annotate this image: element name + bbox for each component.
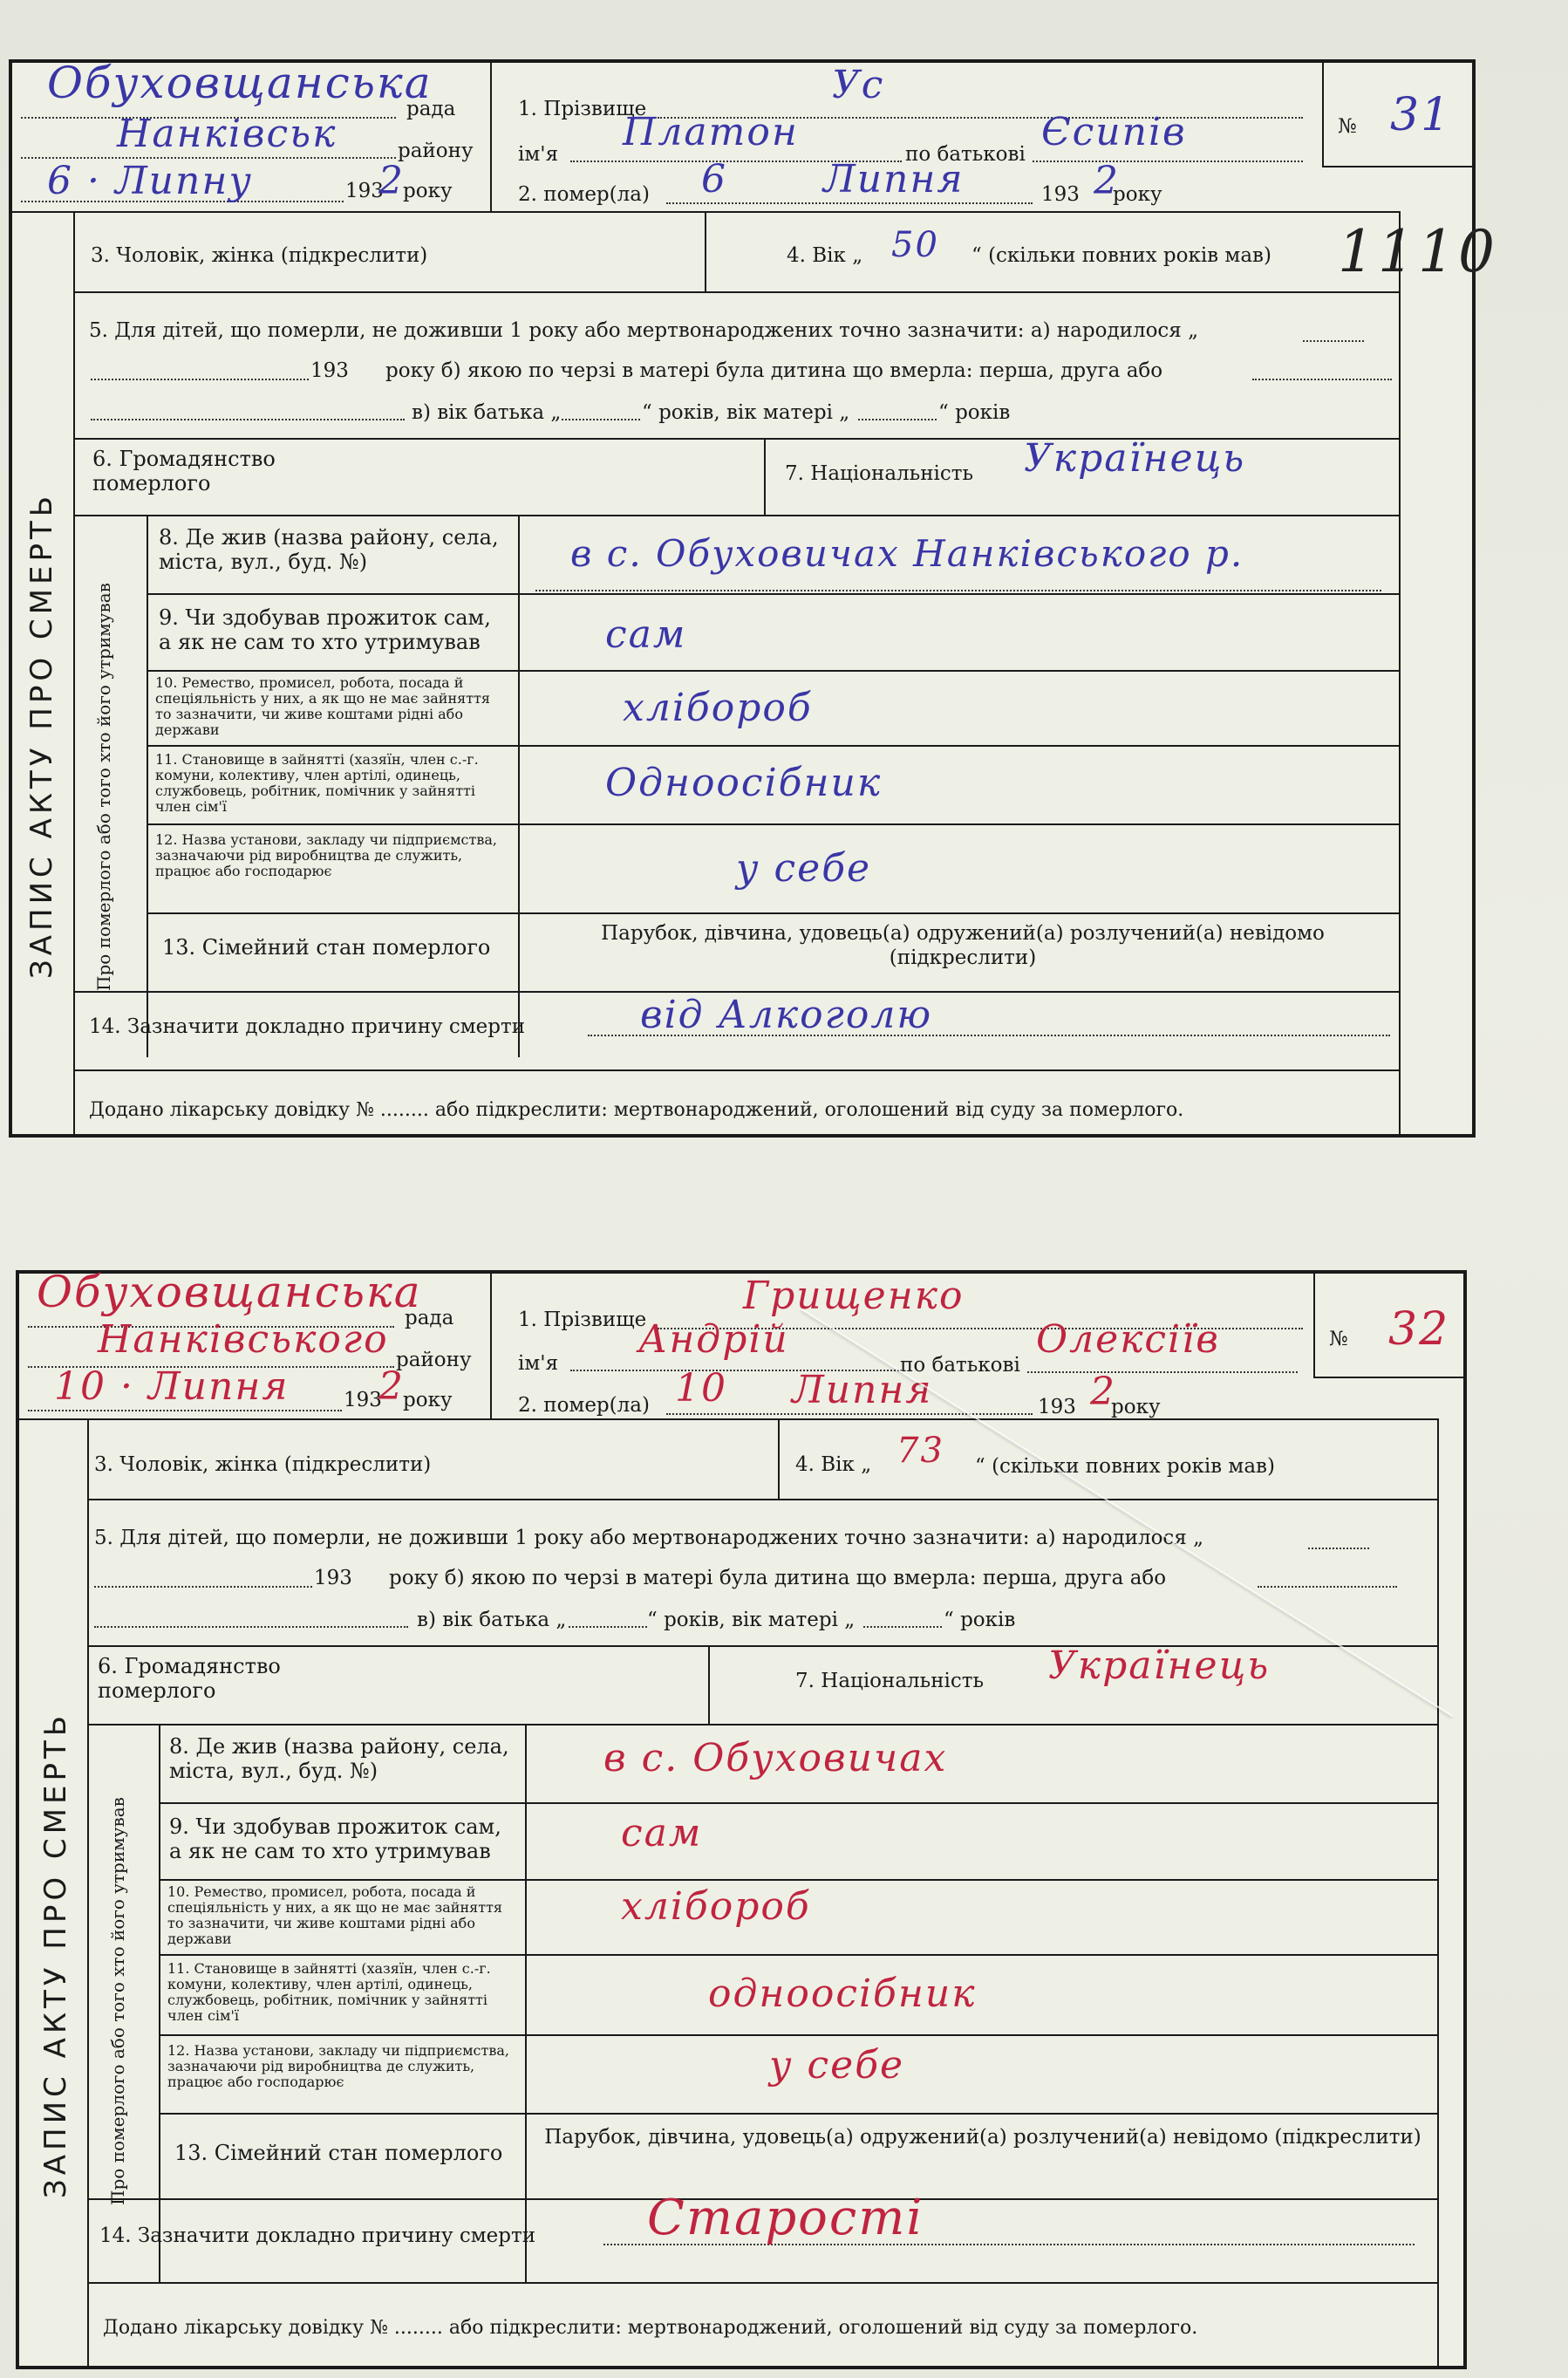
hw-nationality: Українець: [1048, 1643, 1271, 1688]
hw-provider: сам: [605, 612, 687, 657]
hw-workplace: у себе: [736, 846, 872, 891]
hw-died-day: 10: [675, 1366, 727, 1411]
hw-provider: сам: [621, 1811, 703, 1855]
field-8-label: 8. Де жив (назва району, села, міста, вул., буд. №): [169, 1734, 509, 1783]
field-5-line3b: “ років, вік матері „: [642, 401, 850, 424]
hw-name: Платон: [623, 110, 799, 154]
death-record-card-2: [16, 1267, 1467, 2369]
roku-label: року: [403, 1389, 453, 1411]
field-4-prefix: 4. Вік „: [787, 244, 863, 267]
hw-died-year-digit: 2: [1094, 159, 1120, 203]
field-14-label: 14. Зазначити докладно причину смерти: [99, 2224, 536, 2247]
field-13-options: Парубок, дівчина, удовець(а) одружений(а) розлучений(а) невідомо (підкреслити): [544, 2126, 1421, 2149]
hw-number: 31: [1390, 89, 1452, 141]
raion-label: району: [396, 1349, 472, 1371]
field-9-label: 9. Чи здобував прожиток сам, а як не сам то хто утримував: [159, 605, 491, 654]
hw-year-digit: 2: [378, 159, 405, 203]
field-11-label: 11. Становище в зайнятті (хазяїн, член с.-г. комуни, колективу, член артілі, одинець, службовець, робітник, помічник у зайнятті член сім'ї: [155, 751, 479, 815]
died-year-prefix: 193: [1038, 1396, 1076, 1418]
surname-label: 1. Прізвище: [518, 98, 647, 120]
field-13-options: Парубок, дівчина, удовець(а) одружений(а) розлучений(а) невідомо (підкреслити): [601, 922, 1325, 969]
field-8-label: 8. Де жив (назва району, села, міста, вул., буд. №): [159, 525, 499, 574]
surname-label: 1. Прізвище: [518, 1309, 647, 1331]
field-4-prefix: 4. Вік „: [795, 1453, 872, 1476]
field-13-label: 13. Сімейний стан померлого: [162, 935, 491, 960]
name-label: ім'я: [518, 143, 559, 166]
hw-cause: від Алкоголю: [640, 993, 933, 1037]
hw-margin-note: 1110: [1338, 218, 1498, 285]
hw-died-day: 6: [701, 157, 727, 202]
hw-age: 50: [891, 225, 939, 265]
hw-nationality: Українець: [1024, 436, 1246, 481]
side-subtitle: Про померлого або того хто його утримував: [93, 583, 114, 991]
hw-surname: Грищенко: [743, 1274, 965, 1318]
year-prefix: 193: [345, 180, 384, 202]
hw-status: одноосібник: [708, 1971, 977, 2016]
field-5-line2: року б) якою по черзі в матері була дитина що вмерла: перша, друга або: [385, 359, 1163, 382]
field-5-year: 193: [314, 1567, 352, 1589]
hw-surname: Ус: [832, 63, 885, 107]
field-5-line1: 5. Для дітей, що померли, не доживши 1 року або мертвонароджених точно зазначити: а) народилося „: [89, 319, 1199, 342]
hw-died-month: Липня: [823, 157, 965, 202]
hw-rada: Обуховщанська: [47, 58, 433, 108]
field-7-label: 7. Національність: [795, 1670, 985, 1692]
died-year-prefix: 193: [1041, 183, 1080, 206]
number-label: №: [1329, 1328, 1348, 1350]
hw-year-digit: 2: [378, 1364, 405, 1409]
number-label: №: [1338, 115, 1357, 138]
hw-died-month: Липня: [792, 1368, 933, 1412]
patronymic-label: по батькові: [905, 143, 1026, 166]
hw-raion: Нанківськ: [117, 112, 337, 156]
field-9-label: 9. Чи здобував прожиток сам, а як не сам то хто утримував: [169, 1814, 501, 1863]
died-label: 2. помер(ла): [518, 1394, 650, 1417]
field-14-label: 14. Зазначити докладно причину смерти: [89, 1015, 526, 1038]
field-5-line3: в) вік батька „: [412, 401, 562, 424]
hw-residence: в с. Обуховичах Нанківського р.: [570, 532, 1244, 575]
hw-died-year-digit: 2: [1090, 1370, 1116, 1414]
field-13-label: 13. Сімейний стан померлого: [174, 2141, 503, 2165]
field-6-label: 6. Громадянство померлого: [98, 1654, 281, 1703]
side-title: ЗАПИС АКТУ ПРО СМЕРТЬ: [38, 1711, 73, 2198]
field-4-suffix: “ (скільки повних років мав): [975, 1455, 1275, 1478]
field-5-year: 193: [310, 359, 349, 382]
hw-date: 10 · Липня: [54, 1364, 290, 1409]
died-roku-label: року: [1113, 183, 1162, 206]
hw-number: 32: [1388, 1303, 1450, 1356]
hw-rada: Обуховщанська: [37, 1267, 422, 1317]
field-10-label: 10. Ремество, промисел, робота, посада й спеціяльність у них, а як що не має зайняття то зазначити, чи живе коштами рідні або держави: [155, 674, 491, 738]
field-5-line3c: “ років: [938, 401, 1011, 424]
footer-note: Додано лікарську довідку № ........ або підкреслити: мертвонароджений, оголошений від суду за померлого.: [103, 2317, 1198, 2339]
hw-patronymic: Єсипів: [1041, 110, 1187, 154]
hw-date: 6 · Липну: [47, 159, 253, 203]
hw-status: Одноосібник: [605, 761, 883, 805]
hw-age: 73: [896, 1431, 944, 1471]
raion-label: району: [398, 140, 474, 162]
death-record-card-1: [9, 58, 1498, 1138]
field-5-line3: в) вік батька „: [417, 1609, 567, 1631]
name-label: ім'я: [518, 1352, 559, 1375]
field-3-label: 3. Чоловік, жінка (підкреслити): [94, 1453, 432, 1476]
rada-label: рада: [405, 1307, 454, 1329]
hw-patronymic: Олексіїв: [1036, 1317, 1220, 1362]
field-5-line3c: “ років: [944, 1609, 1016, 1631]
field-6-label: 6. Громадянство померлого: [92, 447, 276, 495]
side-subtitle: Про померлого або того хто його утримував: [107, 1797, 128, 2205]
field-4-suffix: “ (скільки повних років мав): [971, 244, 1271, 267]
side-title: ЗАПИС АКТУ ПРО СМЕРТЬ: [24, 491, 59, 979]
hw-residence: в с. Обуховичах: [603, 1736, 948, 1780]
roku-label: року: [403, 180, 453, 202]
hw-occupation: хлібороб: [623, 686, 813, 730]
hw-workplace: у себе: [769, 2043, 905, 2088]
year-prefix: 193: [344, 1389, 382, 1411]
died-roku-label: року: [1111, 1396, 1161, 1418]
field-11-label: 11. Становище в зайнятті (хазяїн, член с.-г. комуни, колективу, член артілі, одинець, службовець, робітник, помічник у зайнятті член сім'ї: [167, 1960, 491, 2024]
field-5-line3b: “ років, вік матері „: [647, 1609, 856, 1631]
field-5-line1: 5. Для дітей, що померли, не доживши 1 року або мертвонароджених точно зазначити: а) народилося „: [94, 1527, 1204, 1549]
hw-name: Андрій: [638, 1317, 789, 1362]
field-12-label: 12. Назва установи, закладу чи підприємства, зазначаючи рід виробництва де служить, працює або господарює: [167, 2042, 509, 2090]
rada-label: рада: [406, 98, 456, 120]
hw-occupation: хлібороб: [621, 1884, 811, 1929]
field-10-label: 10. Ремество, промисел, робота, посада й спеціяльність у них, а як що не має зайняття то зазначити, чи живе коштами рідні або держави: [167, 1883, 503, 1947]
field-12-label: 12. Назва установи, закладу чи підприємства, зазначаючи рід виробництва де служить, працює або господарює: [155, 831, 497, 879]
field-7-label: 7. Національність: [785, 462, 974, 485]
footer-note: Додано лікарську довідку № ........ або підкреслити: мертвонароджений, оголошений від суду за померлого.: [89, 1099, 1184, 1121]
died-label: 2. помер(ла): [518, 183, 650, 206]
patronymic-label: по батькові: [900, 1354, 1020, 1377]
hw-raion: Нанківського: [98, 1317, 389, 1362]
hw-cause: Старості: [647, 2190, 924, 2246]
field-3-label: 3. Чоловік, жінка (підкреслити): [91, 244, 428, 267]
field-5-line2: року б) якою по черзі в матері була дитина що вмерла: перша, друга або: [389, 1567, 1167, 1589]
